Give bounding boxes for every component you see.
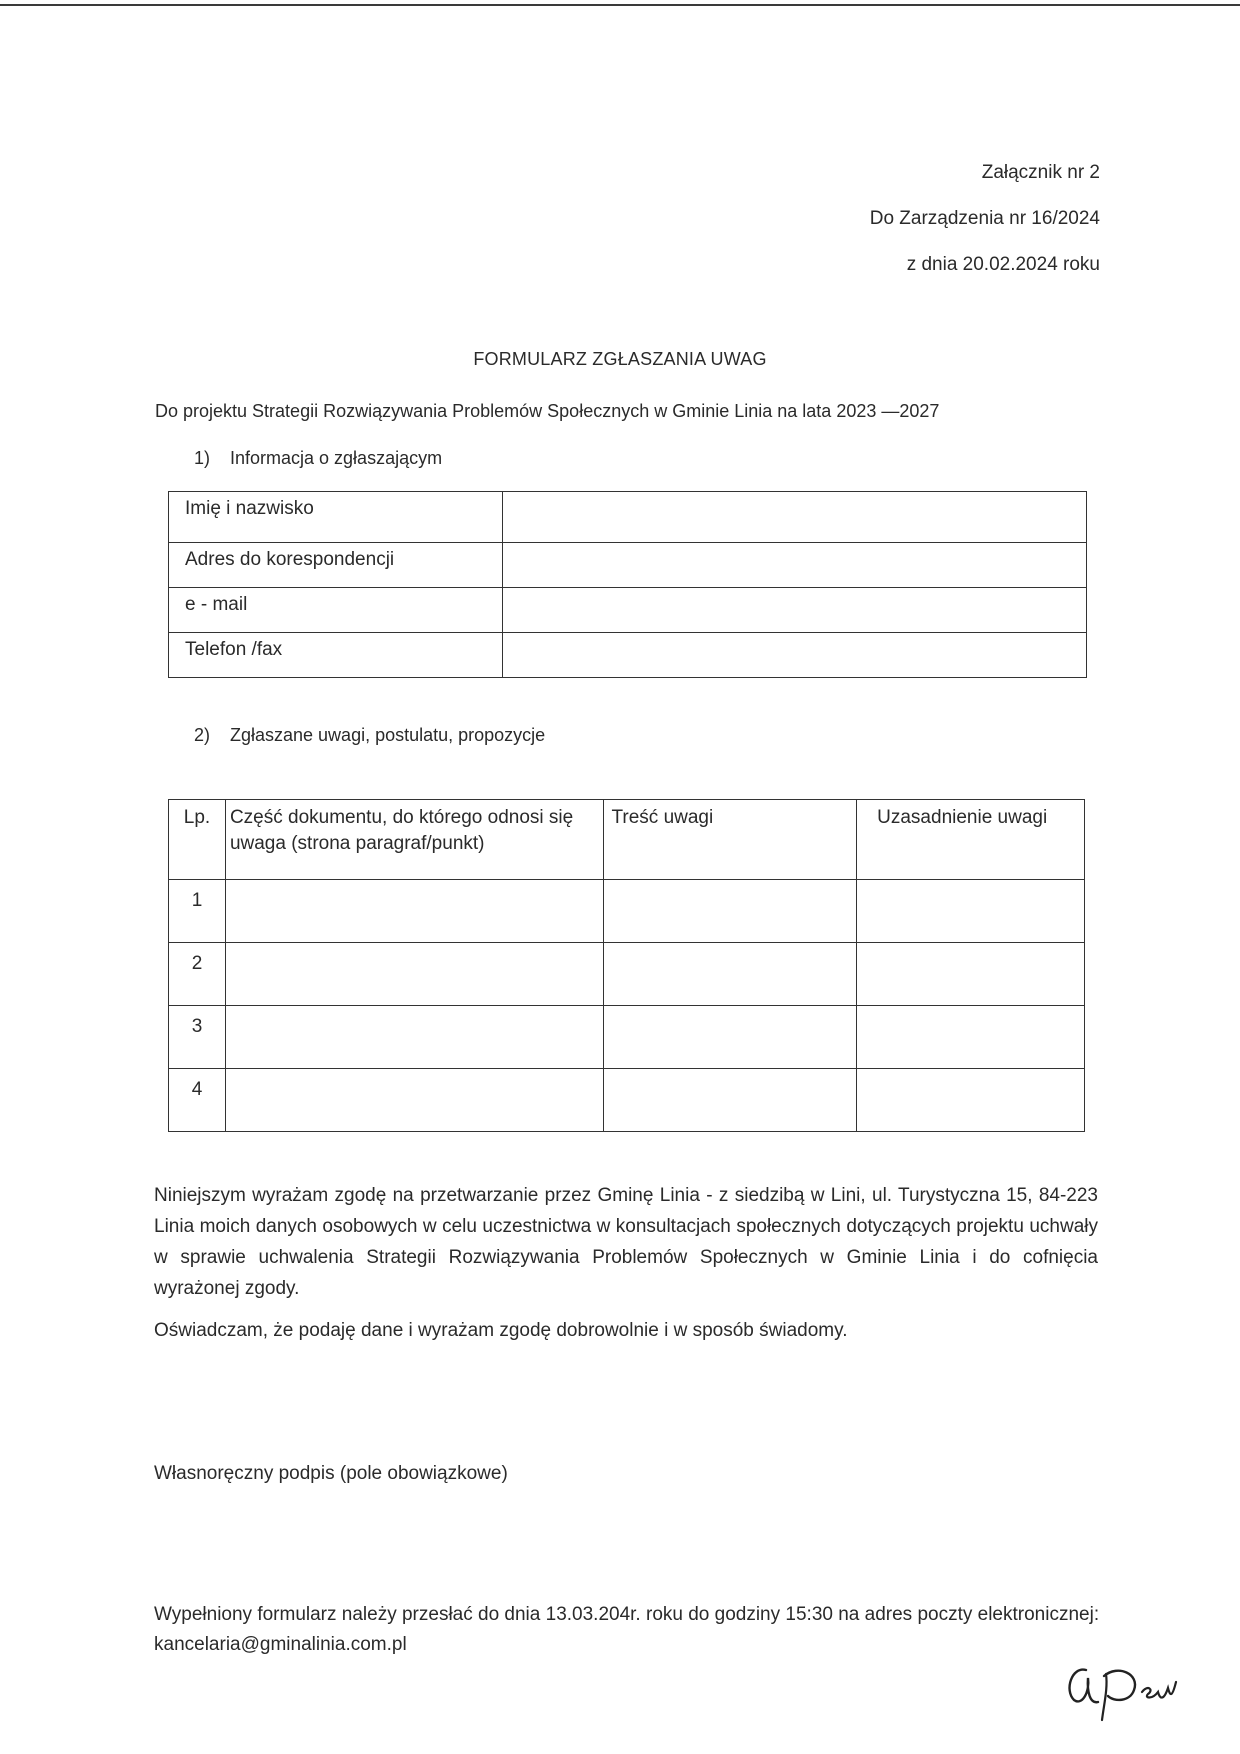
section-2-number: 2) [194,725,211,745]
column-header-document-part: Część dokumentu, do którego odnosi się uwaga (strona paragraf/punkt) [225,800,603,880]
document-header [870,150,1100,288]
row-number: 1 [169,880,226,943]
remarks-table [168,799,1085,1132]
section-2-heading [194,725,545,746]
field-label-email: e - mail [169,588,503,633]
cell-document-part[interactable] [225,880,603,943]
cell-justification[interactable] [857,943,1085,1006]
field-input-name[interactable] [503,492,1087,543]
row-number: 4 [169,1069,226,1132]
cell-document-part[interactable] [225,1069,603,1132]
field-label-address: Adres do korespondencji [169,543,503,588]
cell-remark-content[interactable] [603,943,857,1006]
table-row [169,1069,1085,1132]
field-label-name: Imię i nazwisko [169,492,503,543]
cell-remark-content[interactable] [603,1069,857,1132]
column-header-justification: Uzasadnienie uwagi [857,800,1085,880]
cell-justification[interactable] [857,880,1085,943]
table-row [169,1006,1085,1069]
field-input-address[interactable] [503,543,1087,588]
section-1-heading [194,448,442,469]
submission-instructions: Wypełniony formularz należy przesłać do dnia 13.03.204r. roku do godziny 15:30 na adres poczty elektronicznej: kancelaria@gminalinia.com.pl [154,1604,1100,1655]
cell-remark-content[interactable] [603,880,857,943]
field-input-email[interactable] [503,588,1087,633]
ordinance-label: Do Zarządzenia nr 16/2024 [869,208,1100,229]
table-row [169,943,1085,1006]
data-processing-consent: Niniejszym wyrażam zgodę na przetwarzanie przez Gminę Linia - z siedzibą w Lini, ul. Turystyczna 15, 84-223 Linia moich danych osobowych w celu uczestnictwa w konsultacjach społecznych dotyczących projektu uchwały w sprawie uchwalenia Strategii Rozwiązywania Problemów Społecznych w Gminie Linia i do cofnięcia wyrażonej zgody. [154,1185,1098,1299]
table-row [169,880,1085,943]
form-subtitle: Do projektu Strategii Rozwiązywania Problemów Społecznych w Gminie Linia na lata 2023 —2027 [155,401,940,421]
row-number: 2 [169,943,226,1006]
table-header-row [169,800,1085,880]
top-rule [0,4,1240,6]
table-row [169,588,1087,633]
cell-document-part[interactable] [225,1006,603,1069]
submitter-info-table [168,491,1087,678]
form-title: FORMULARZ ZGŁASZANIA UWAG [473,349,767,369]
attachment-label: Załącznik nr 2 [981,162,1100,183]
ordinance-date: z dnia 20.02.2024 roku [906,254,1100,275]
voluntary-statement: Oświadczam, że podaję dane i wyrażam zgodę dobrowolnie i w sposób świadomy. [154,1320,848,1341]
field-label-phone: Telefon /fax [169,633,503,678]
section-2-title: Zgłaszane uwagi, postulatu, propozycje [230,725,546,745]
cell-justification[interactable] [857,1069,1085,1132]
table-row [169,492,1087,543]
handwritten-signature [1058,1648,1198,1728]
row-number: 3 [169,1006,226,1069]
column-header-remark-content: Treść uwagi [603,800,857,880]
cell-document-part[interactable] [225,943,603,1006]
cell-justification[interactable] [857,1006,1085,1069]
column-header-lp: Lp. [169,800,226,880]
signature-label: Własnoręczny podpis (pole obowiązkowe) [154,1463,508,1484]
section-1-number: 1) [194,448,211,468]
cell-remark-content[interactable] [603,1006,857,1069]
table-row [169,543,1087,588]
field-input-phone[interactable] [503,633,1087,678]
section-1-title: Informacja o zgłaszającym [230,448,443,468]
table-row [169,633,1087,678]
